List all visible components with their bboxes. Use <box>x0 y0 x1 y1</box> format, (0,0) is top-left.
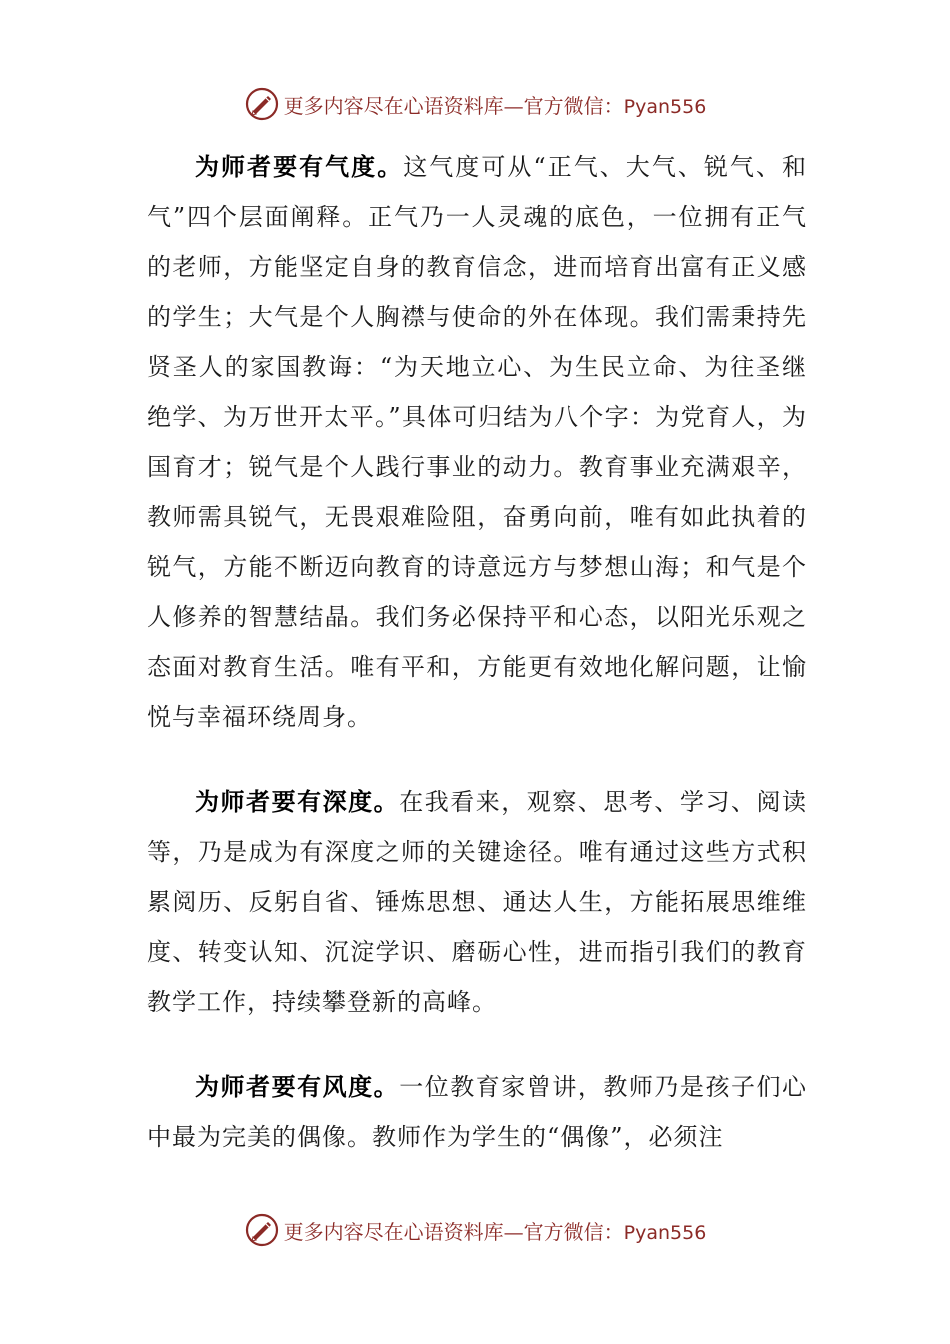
header-banner <box>0 82 950 126</box>
paragraph-heading: 为师者要有气度。 <box>195 152 404 181</box>
paragraph-shendu <box>147 777 807 1027</box>
banner-text: 更多内容尽在心语资料库—官方微信：Pyan556 <box>283 93 707 118</box>
paragraph-text: 在我看来，观察、思考、学习、阅读等，乃是成为有深度之师的关键途径。唯有通过这些方式积累阅历、反躬自省、锤炼思想、通达人生，方能拓展思维维度、转变认知、沉淀学识、磨砺心性，进而指引我们的教育教学工作，持续攀登新的高峰。 <box>147 788 808 1016</box>
document-body <box>147 142 807 1197</box>
paragraph-fengdu <box>147 1062 807 1162</box>
paragraph-heading: 为师者要有深度。 <box>195 787 400 816</box>
pen-logo-icon <box>244 1212 280 1248</box>
paragraph-heading: 为师者要有风度。 <box>195 1072 400 1101</box>
paragraph-qidu <box>147 142 807 742</box>
pen-logo-icon <box>244 86 280 122</box>
wechat-id: Pyan556 <box>623 95 707 118</box>
paragraph-text: 这气度可从“正气、大气、锐气、和气”四个层面阐释。正气乃一人灵魂的底色，一位拥有正气的老师，方能坚定自身的教育信念，进而培育出富有正义感的学生；大气是个人胸襟与使命的外在体现。我们需秉持先贤圣人的家国教诲：“为天地立心、为生民立命、为往圣继绝学、为万世开太平。”具体可归结为八个字：为党育人，为国育才；锐气是个人践行事业的动力。教育事业充满艰辛，教师需具锐气，无畏艰难险阻，奋勇向前，唯有如此执着的锐气，方能不断迈向教育的诗意远方与梦想山海；和气是个人修养的智慧结晶。我们务必保持平和心态，以阳光乐观之态面对教育生活。唯有平和，方能更有效地化解问题，让愉悦与幸福环绕周身。 <box>147 153 807 731</box>
banner-text: 更多内容尽在心语资料库—官方微信：Pyan556 <box>283 1219 707 1244</box>
paragraph-text: 一位教育家曾讲，教师乃是孩子们心中最为完美的偶像。教师作为学生的“偶像”，必须注 <box>147 1073 808 1151</box>
wechat-id: Pyan556 <box>623 1221 707 1244</box>
footer-banner <box>0 1208 950 1252</box>
